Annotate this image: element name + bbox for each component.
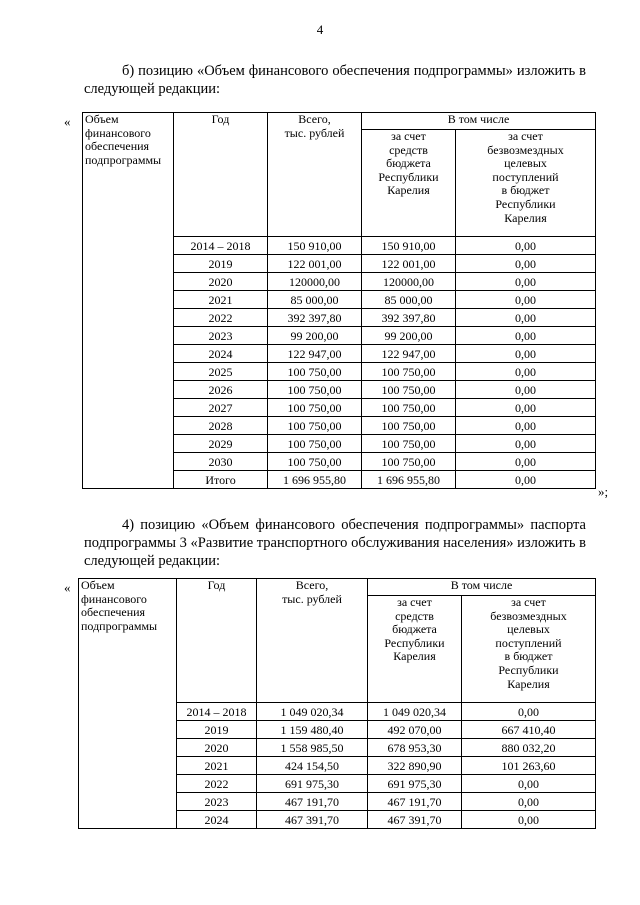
financing-table-2 — [78, 578, 596, 829]
paragraph-b-text: б) позицию «Объем финансового обеспечения подпрограммы» изложить в следующей редакции: — [84, 63, 586, 97]
label-column-cell — [83, 345, 174, 363]
cell-total: 100 750,00 — [268, 453, 362, 471]
quote-open-2: « — [64, 580, 71, 595]
cell-budget: 392 397,80 — [362, 309, 456, 327]
cell-total: 100 750,00 — [268, 435, 362, 453]
cell-budget: 100 750,00 — [362, 399, 456, 417]
cell-total: 1 049 020,34 — [257, 703, 368, 721]
cell-total: 392 397,80 — [268, 309, 362, 327]
table-row — [79, 703, 596, 721]
cell-total: 1 558 985,50 — [257, 739, 368, 757]
label-column-cell — [83, 435, 174, 453]
table-row — [79, 811, 596, 829]
label-column-cell — [83, 471, 174, 489]
cell-budget: 85 000,00 — [362, 291, 456, 309]
cell-year: 2019 — [177, 721, 257, 739]
table-row — [83, 273, 596, 291]
label-column-cell — [83, 291, 174, 309]
header-budget: за счет средств бюджета Республики Карелия — [368, 596, 462, 703]
cell-grants: 0,00 — [456, 309, 596, 327]
cell-year: 2023 — [174, 327, 268, 345]
cell-grants: 0,00 — [456, 363, 596, 381]
cell-budget: 122 001,00 — [362, 255, 456, 273]
cell-year: 2027 — [174, 399, 268, 417]
cell-total: 85 000,00 — [268, 291, 362, 309]
label-column-cell — [79, 703, 177, 721]
cell-year: 2029 — [174, 435, 268, 453]
cell-grants: 880 032,20 — [462, 739, 596, 757]
quote-close-1: »; — [598, 484, 609, 499]
label-column-cell — [83, 327, 174, 345]
table-row — [83, 255, 596, 273]
label-column-cell — [83, 273, 174, 291]
cell-budget: 467 391,70 — [368, 811, 462, 829]
table-row — [83, 435, 596, 453]
cell-grants: 0,00 — [456, 291, 596, 309]
header-budget: за счет средств бюджета Республики Карелия — [362, 130, 456, 237]
table-row — [83, 453, 596, 471]
cell-grants: 0,00 — [456, 381, 596, 399]
cell-year: 2022 — [177, 775, 257, 793]
label-column-cell — [83, 255, 174, 273]
cell-budget: 100 750,00 — [362, 417, 456, 435]
cell-grants: 0,00 — [456, 345, 596, 363]
cell-grants: 101 263,60 — [462, 757, 596, 775]
label-column-cell — [79, 721, 177, 739]
table-row — [83, 363, 596, 381]
cell-year: 2023 — [177, 793, 257, 811]
cell-year: 2025 — [174, 363, 268, 381]
cell-grants: 0,00 — [456, 399, 596, 417]
label-column-cell — [83, 399, 174, 417]
cell-total: 100 750,00 — [268, 417, 362, 435]
cell-budget: 1 049 020,34 — [368, 703, 462, 721]
cell-budget: 678 953,30 — [368, 739, 462, 757]
cell-budget: 492 070,00 — [368, 721, 462, 739]
table-row — [79, 721, 596, 739]
cell-grants: 0,00 — [462, 775, 596, 793]
cell-total: 467 191,70 — [257, 793, 368, 811]
table-row — [83, 309, 596, 327]
label-column-cell — [79, 793, 177, 811]
header-label: Объем финансового обеспечения подпрограммы — [79, 579, 177, 703]
table-row — [83, 417, 596, 435]
cell-year: 2028 — [174, 417, 268, 435]
cell-year: 2026 — [174, 381, 268, 399]
table-header-row — [83, 113, 596, 130]
table-row — [83, 327, 596, 345]
cell-total: 120000,00 — [268, 273, 362, 291]
header-grants: за счет безвозмездных целевых поступлений в бюджет Республики Карелия — [462, 596, 596, 703]
header-grants: за счет безвозмездных целевых поступлений в бюджет Республики Карелия — [456, 130, 596, 237]
table-row — [83, 399, 596, 417]
cell-year: 2019 — [174, 255, 268, 273]
cell-budget: 322 890,90 — [368, 757, 462, 775]
label-column-cell — [83, 309, 174, 327]
cell-total: 1 159 480,40 — [257, 721, 368, 739]
cell-total: 1 696 955,80 — [268, 471, 362, 489]
cell-budget: 100 750,00 — [362, 435, 456, 453]
header-total: Всего, тыс. рублей — [257, 579, 368, 703]
header-including: В том числе — [362, 113, 596, 130]
cell-budget: 467 191,70 — [368, 793, 462, 811]
cell-budget: 100 750,00 — [362, 453, 456, 471]
table-row — [83, 381, 596, 399]
cell-year: 2021 — [177, 757, 257, 775]
cell-total: 467 391,70 — [257, 811, 368, 829]
page-number: 4 — [316, 22, 324, 37]
table-row — [83, 345, 596, 363]
cell-budget: 99 200,00 — [362, 327, 456, 345]
cell-total: 150 910,00 — [268, 237, 362, 255]
cell-grants: 0,00 — [456, 417, 596, 435]
cell-year: 2020 — [177, 739, 257, 757]
paragraph-4-text: 4) позицию «Объем финансового обеспечения подпрограммы» паспорта подпрограммы 3 «Развитие транспортного обслуживания населения» изложить в следующей редакции: — [84, 517, 586, 569]
paragraph-b — [84, 62, 586, 98]
financing-table-1 — [82, 112, 596, 489]
cell-budget: 1 696 955,80 — [362, 471, 456, 489]
cell-year: 2014 – 2018 — [177, 703, 257, 721]
table-row — [83, 237, 596, 255]
quote-open-1: « — [64, 114, 71, 129]
cell-total: 100 750,00 — [268, 363, 362, 381]
label-column-cell — [79, 775, 177, 793]
table-body — [79, 703, 596, 829]
label-column-cell — [83, 237, 174, 255]
cell-grants: 667 410,40 — [462, 721, 596, 739]
table-row — [79, 757, 596, 775]
table-row — [79, 793, 596, 811]
cell-grants: 0,00 — [462, 703, 596, 721]
cell-grants: 0,00 — [462, 811, 596, 829]
cell-grants: 0,00 — [456, 435, 596, 453]
table-header-row — [79, 579, 596, 596]
cell-budget: 100 750,00 — [362, 381, 456, 399]
header-total: Всего, тыс. рублей — [268, 113, 362, 237]
cell-total: 122 947,00 — [268, 345, 362, 363]
cell-total: 100 750,00 — [268, 399, 362, 417]
label-column-cell — [79, 811, 177, 829]
cell-grants: 0,00 — [456, 255, 596, 273]
label-column-cell — [83, 381, 174, 399]
cell-year: 2020 — [174, 273, 268, 291]
cell-budget: 150 910,00 — [362, 237, 456, 255]
cell-year: 2021 — [174, 291, 268, 309]
cell-budget: 691 975,30 — [368, 775, 462, 793]
paragraph-4 — [84, 516, 586, 570]
cell-year: 2030 — [174, 453, 268, 471]
cell-grants: 0,00 — [456, 471, 596, 489]
cell-year: 2024 — [177, 811, 257, 829]
table-row — [79, 775, 596, 793]
header-year: Год — [174, 113, 268, 237]
label-column-cell — [83, 453, 174, 471]
header-including: В том числе — [368, 579, 596, 596]
cell-year: Итого — [174, 471, 268, 489]
table-row — [83, 471, 596, 489]
cell-budget: 120000,00 — [362, 273, 456, 291]
label-column-cell — [79, 739, 177, 757]
label-column-cell — [79, 757, 177, 775]
cell-grants: 0,00 — [456, 453, 596, 471]
cell-grants: 0,00 — [456, 237, 596, 255]
cell-grants: 0,00 — [456, 273, 596, 291]
cell-budget: 100 750,00 — [362, 363, 456, 381]
label-column-cell — [83, 363, 174, 381]
cell-grants: 0,00 — [456, 327, 596, 345]
cell-total: 99 200,00 — [268, 327, 362, 345]
cell-budget: 122 947,00 — [362, 345, 456, 363]
cell-total: 122 001,00 — [268, 255, 362, 273]
cell-year: 2014 – 2018 — [174, 237, 268, 255]
cell-total: 424 154,50 — [257, 757, 368, 775]
cell-total: 691 975,30 — [257, 775, 368, 793]
cell-year: 2022 — [174, 309, 268, 327]
table-row — [79, 739, 596, 757]
cell-year: 2024 — [174, 345, 268, 363]
table-body — [83, 237, 596, 489]
cell-grants: 0,00 — [462, 793, 596, 811]
label-column-cell — [83, 417, 174, 435]
header-year: Год — [177, 579, 257, 703]
table-row — [83, 291, 596, 309]
header-label: Объем финансового обеспечения подпрограммы — [83, 113, 174, 237]
cell-total: 100 750,00 — [268, 381, 362, 399]
